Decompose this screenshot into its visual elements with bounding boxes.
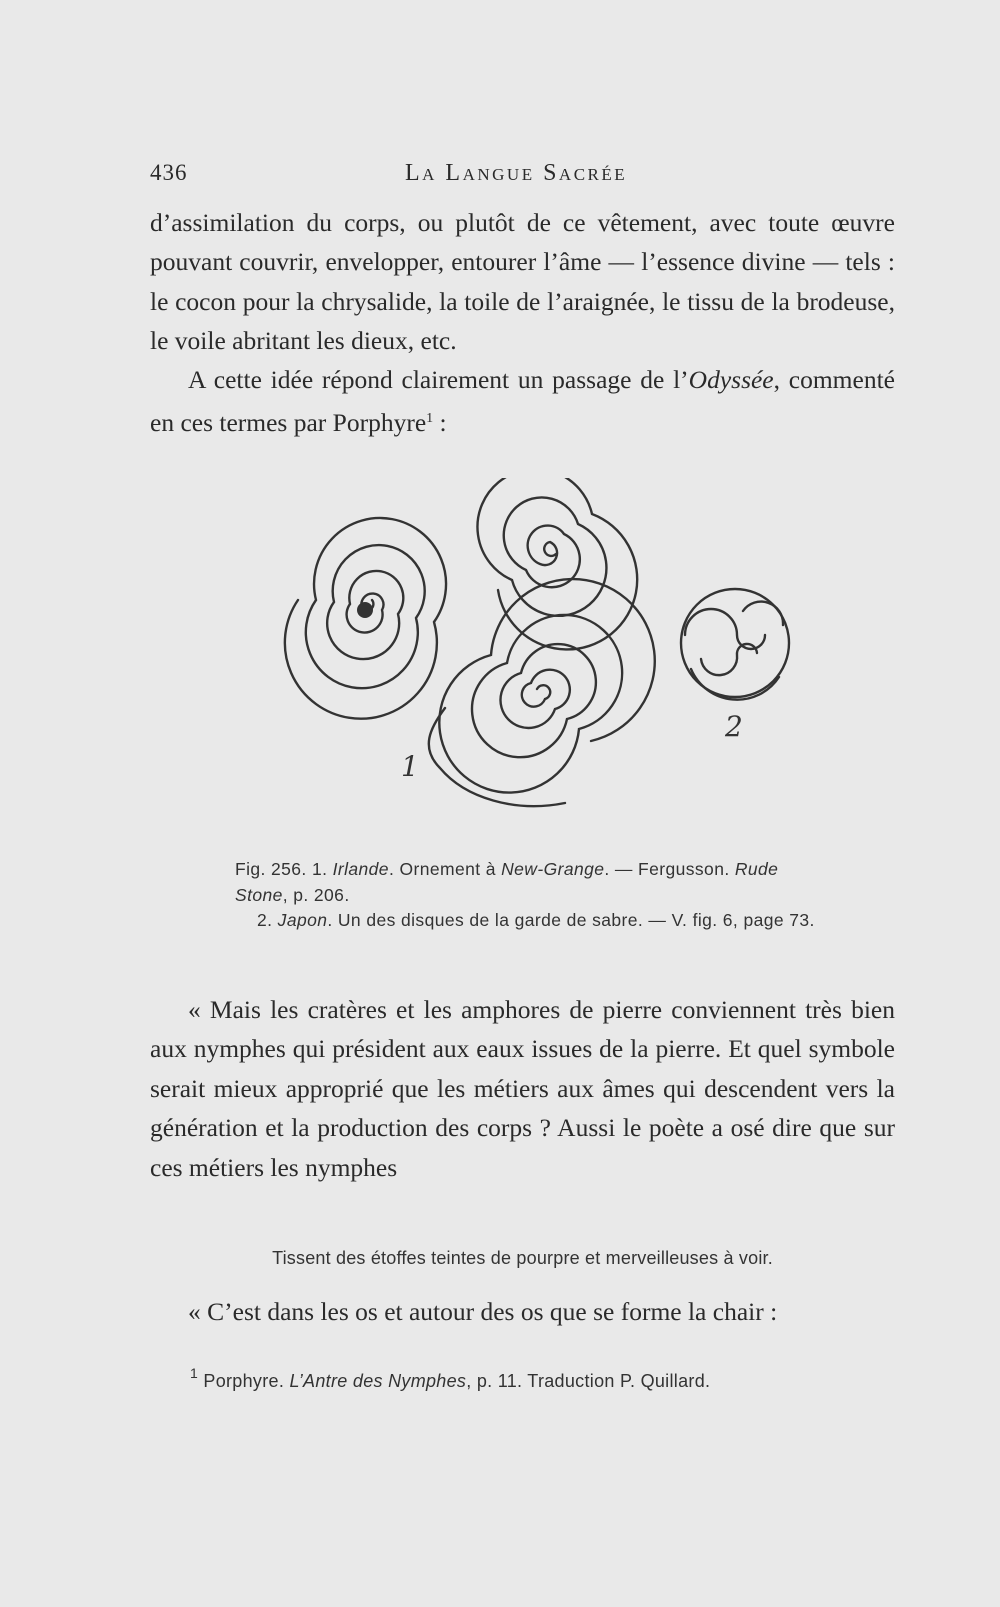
- verse-line: Tissent des étoffes teintes de pourpre et merveilleuses à voir.: [272, 1248, 773, 1268]
- paragraph-2-text: A cette idée répond clairement un passage de l’: [188, 365, 689, 394]
- caption-sabre: . Un des disques de la garde de sabre. — V. fig. 6, page 73.: [327, 910, 815, 930]
- caption-fergusson: . — Fergusson.: [604, 859, 735, 879]
- quotation-1: [150, 990, 895, 1187]
- page-header: [150, 160, 895, 196]
- spiral-illustration: [245, 478, 815, 848]
- figure-caption: [235, 857, 830, 934]
- caption-line-1: [235, 857, 830, 908]
- caption-line-2: [235, 908, 830, 934]
- footnote-work-title: L’Antre des Nymphes: [289, 1371, 467, 1391]
- triple-spiral-bottom: [439, 579, 654, 793]
- paragraph-2: [150, 360, 895, 443]
- quotation-1-text: « Mais les cratères et les amphores de pierre conviennent très bien aux nymphes qui président aux eaux issues de la pierre. Et quel symbole serait mieux approprié que les métiers aux âmes qui descendent vers la génération et la production des corps ? Aussi le poète a osé dire que sur ces métiers les nymphes: [150, 995, 895, 1182]
- caption-ornement: . Ornement à: [388, 859, 502, 879]
- quotation-2-text: « C’est dans les os et autour des os que se forme la chair :: [188, 1297, 778, 1326]
- caption-page-ref: , p. 206.: [282, 884, 350, 905]
- footnote-author: Porphyre.: [198, 1371, 290, 1391]
- caption-fig-number: Fig. 256. 1.: [235, 859, 333, 879]
- figure-spirals: [245, 478, 815, 848]
- figure-label-2: 2: [725, 710, 743, 743]
- caption-new-grange: New-Grange: [501, 859, 605, 879]
- footnote-details: , p. 11. Traduction P. Quillard.: [466, 1371, 711, 1391]
- triple-spiral-left: [285, 518, 446, 719]
- caption-japon: Japon: [277, 910, 328, 930]
- paragraph-1-text: d’assimilation du corps, ou plutôt de ce vêtement, avec toute œuvre pouvant couvrir, envelopper, entourer l’âme — l’essence divine — tels : le cocon pour la chrysalide, la toile de l’araignée, le tissu de la brodeuse, le voile abritant les dieux, etc.: [150, 208, 895, 356]
- page-number: 436: [150, 160, 188, 185]
- odyssee-title: Odyssée: [688, 365, 774, 394]
- footnote-mark: 1: [190, 1365, 199, 1381]
- caption-item-2-number: 2.: [257, 910, 278, 930]
- quotation-2: [150, 1292, 895, 1331]
- caption-rude-stone: Rude Stone: [235, 859, 779, 905]
- running-title: La Langue Sacrée: [405, 160, 628, 186]
- footnote-reference: 1: [426, 411, 434, 427]
- paragraph-2-text-cont: , commenté en ces termes par Porphyre: [150, 365, 895, 438]
- caption-irlande: Irlande: [332, 859, 389, 879]
- triple-spiral-top: [477, 478, 637, 649]
- figure-label-1: 1: [401, 750, 419, 783]
- footnote: [190, 1365, 890, 1392]
- paragraph-2-end: :: [433, 408, 447, 438]
- paragraph-1: [150, 203, 895, 361]
- sword-guard-disc: [681, 589, 789, 700]
